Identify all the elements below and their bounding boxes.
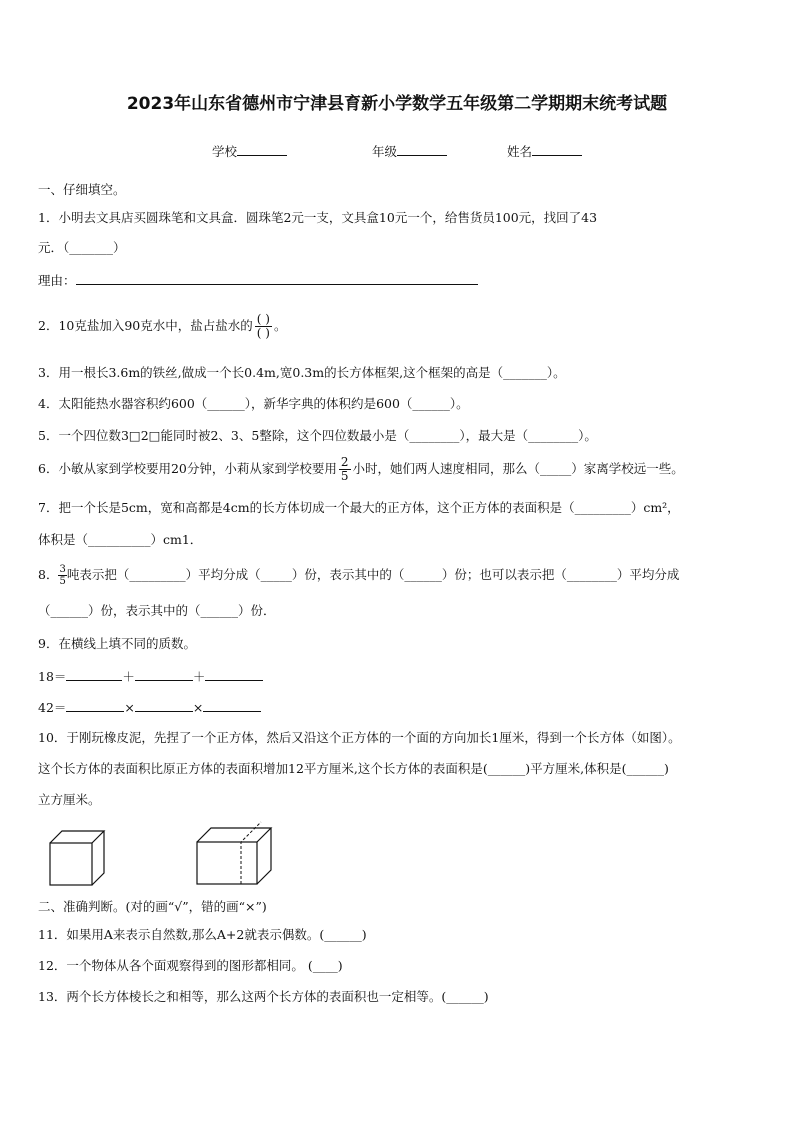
- name-blank[interactable]: [532, 142, 582, 156]
- times-sign: ×: [192, 700, 204, 715]
- prime-blank[interactable]: [66, 698, 124, 712]
- times-sign: ×: [124, 700, 135, 715]
- question-9-equation-42: [38, 698, 261, 716]
- question-8-fraction: [58, 564, 66, 587]
- prime-blank[interactable]: [135, 698, 193, 712]
- question-10-line-1: 10．于刚玩橡皮泥，先捏了一个正方体，然后又沿这个正方体的一个面的方向加长1厘米，得到一个长方体（如图）。: [38, 730, 681, 745]
- equation-lead: 18＝: [38, 669, 67, 684]
- fraction-denominator: 5: [59, 576, 66, 587]
- cube-figure: [48, 828, 108, 888]
- grade-blank[interactable]: [397, 142, 447, 156]
- question-12: 12．一个物体从各个面观察得到的图形都相同。 (____): [38, 958, 343, 973]
- question-1-line-1: 1．小明去文具店买圆珠笔和文具盒．圆珠笔2元一支，文具盒10元一个，给售货员100元，找回了43: [38, 210, 598, 225]
- question-7-line-2: 体积是（__________）cm1．: [38, 532, 203, 547]
- equation-lead: 42＝: [38, 700, 67, 715]
- fraction-numerator: 3: [59, 564, 66, 575]
- question-8-number: 8．: [38, 567, 59, 582]
- question-8-line-2: （______）份，表示其中的（______）份．: [38, 603, 276, 618]
- cuboid-figure: [195, 820, 275, 888]
- prime-blank[interactable]: [203, 698, 261, 712]
- question-1-reason: [38, 271, 478, 289]
- question-10-line-2: 这个长方体的表面积比原正方体的表面积增加12平方厘米,这个长方体的表面积是(______)平方厘米,体积是(______): [38, 761, 669, 776]
- fraction-denominator: 5: [340, 469, 349, 483]
- question-9: 9．在横线上填不同的质数。: [38, 636, 196, 651]
- section-2-heading: 二、准确判断。(对的画“√”，错的画“×”): [38, 899, 267, 914]
- fraction-numerator: 2: [340, 455, 349, 469]
- question-2-text: 2．10克盐加入90克水中，盐占盐水的: [38, 318, 253, 333]
- plus-sign: ＋: [192, 669, 206, 684]
- question-8-text: 吨表示把（_________）平均分成（_____）份，表示其中的（______）份；也可以表示把（________）平均分成: [66, 567, 680, 582]
- question-11: 11．如果用A来表示自然数,那么A+2就表示偶数。(______): [38, 927, 367, 942]
- school-label: 学校: [212, 144, 238, 159]
- question-6: [38, 451, 684, 487]
- question-5: 5．一个四位数3□2□能同时被2、3、5整除，这个四位数最小是（________），最大是（________）。: [38, 428, 597, 443]
- prime-blank[interactable]: [205, 667, 263, 681]
- question-10-line-3: 立方厘米。: [38, 792, 101, 807]
- question-6-text-2: 小时，她们两人速度相同，那么（_____）家离学校远一些。: [352, 461, 684, 476]
- grade-field: [372, 142, 447, 160]
- fraction-denominator: ( ): [256, 326, 270, 340]
- question-3: 3．用一根长3.6m的铁丝,做成一个长0.4m,宽0.3m的长方体框架,这个框架的高是（_______）。: [38, 365, 566, 380]
- question-8-line-1: [38, 558, 679, 592]
- reason-blank[interactable]: [76, 271, 478, 285]
- question-1-line-2: 元．（_______）: [38, 240, 126, 255]
- question-9-equation-18: [38, 667, 263, 685]
- grade-label: 年级: [372, 144, 398, 159]
- plus-sign: ＋: [122, 669, 135, 684]
- name-field: [507, 142, 582, 160]
- school-field: [212, 142, 287, 160]
- prime-blank[interactable]: [66, 667, 122, 681]
- question-2-fraction: [255, 313, 272, 340]
- school-blank[interactable]: [237, 142, 287, 156]
- name-label: 姓名: [507, 144, 533, 159]
- question-2-end: 。: [273, 318, 287, 333]
- prime-blank[interactable]: [135, 667, 193, 681]
- reason-label: 理由：: [38, 273, 76, 288]
- question-4: 4．太阳能热水器容积约600（______），新华字典的体积约是600（______）。: [38, 396, 469, 411]
- question-6-fraction: [339, 456, 351, 483]
- section-1-heading: 一、仔细填空。: [38, 182, 126, 197]
- question-6-text-1: 6．小敏从家到学校要用20分钟，小莉从家到学校要用: [38, 461, 337, 476]
- question-2: [38, 308, 286, 344]
- fraction-numerator: ( ): [256, 312, 270, 326]
- page-title: 2023年山东省德州市宁津县育新小学数学五年级第二学期期末统考试题: [126, 94, 668, 114]
- question-7-line-1: 7．把一个长是5cm，宽和高都是4cm的长方体切成一个最大的正方体，这个正方体的表面积是（_________）cm²，: [38, 500, 680, 515]
- question-13: 13．两个长方体棱长之和相等，那么这两个长方体的表面积也一定相等。(______): [38, 989, 489, 1004]
